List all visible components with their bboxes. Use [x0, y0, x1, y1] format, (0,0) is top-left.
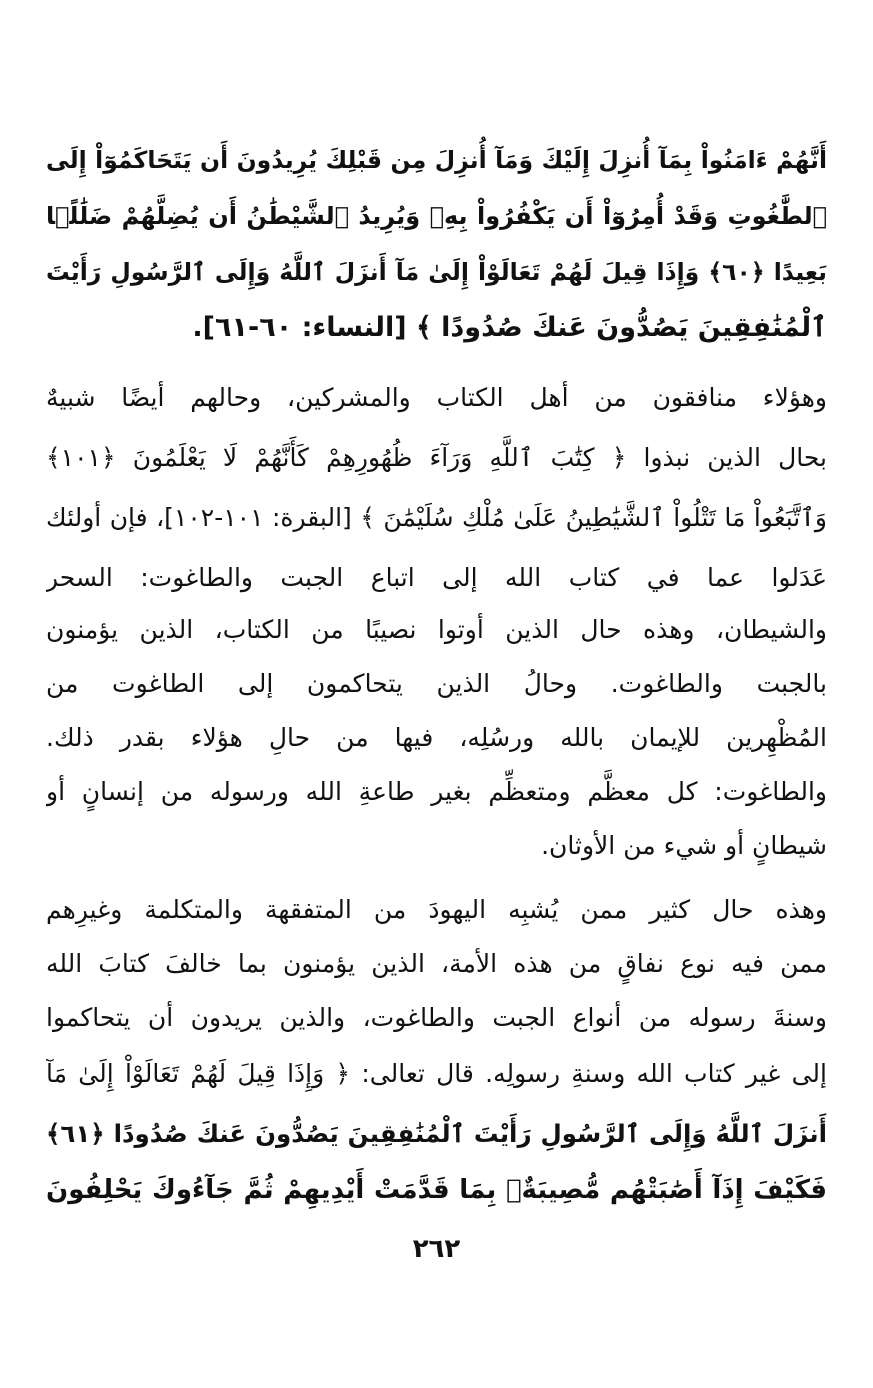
- quran-line: فَكَيْفَ إِذَآ أَصَٰبَتْهُم مُّصِيبَةٌۢ بِمَا قَدَّمَتْ أَيْدِيهِمْ ثُمَّ جَآءُوكَ يَحْلِفُونَ: [46, 1175, 827, 1205]
- quran-line: أَنَّهُمْ ءَامَنُواْ بِمَآ أُنزِلَ إِلَيْكَ وَمَآ أُنزِلَ مِن قَبْلِكَ يُرِيدُونَ أَن يَتَحَاكَمُوٓاْ إِلَى: [46, 146, 827, 174]
- quran-line: ٱلطَّٰغُوتِ وَقَدْ أُمِرُوٓاْ أَن يَكْفُرُواْ بِهِۦ وَيُرِيدُ ٱلشَّيْطَٰنُ أَن يُضِلَّهُمْ ضَلَٰلًۢا: [46, 202, 827, 230]
- paragraph-line: وَٱتَّبَعُواْ مَا تَتْلُواْ ٱلشَّيَٰطِينُ عَلَىٰ مُلْكِ سُلَيْمَٰنَ ﴾ [البقرة: ١٠١-١٠٢]، فإن أولئك: [46, 503, 827, 532]
- paragraph-line: والطاغوت: كل معظَّم ومتعظِّم بغير طاعةِ الله ورسوله من إنسانٍ أو: [46, 777, 827, 806]
- paragraph-line: شيطانٍ أو شيء من الأوثان.: [541, 831, 827, 860]
- paragraph-line: بحال الذين نبذوا ﴿ كِتَٰبَ ٱللَّهِ وَرَآءَ ظُهُورِهِمْ كَأَنَّهُمْ لَا يَعْلَمُونَ ﴿١٠١﴾: [46, 443, 827, 472]
- paragraph-line: عَدَلوا عما في كتاب الله إلى اتباع الجبت والطاغوت: السحر: [46, 563, 827, 592]
- paragraph-line: المُظْهِرين للإيمان بالله ورسُلِه، فيها من حالِ هؤلاء بقدر ذلك.: [46, 723, 827, 752]
- paragraph-line: والشيطان، وهذه حال الذين أوتوا نصيبًا من الكتاب، الذين يؤمنون: [46, 615, 827, 644]
- paragraph-line: وسنةَ رسوله من أنواع الجبت والطاغوت، والذين يريدون أن يتحاكموا: [46, 1003, 827, 1032]
- paragraph-line: إلى غير كتاب الله وسنةِ رسولِه. قال تعالى: ﴿ وَإِذَا قِيلَ لَهُمْ تَعَالَوْاْ إِلَىٰ مَآ: [46, 1059, 827, 1088]
- paragraph-line: وهذه حال كثير ممن يُشبِه اليهودَ من المتفقهة والمتكلمة وغيرِهم: [46, 895, 827, 924]
- page-number: ٢٦٢: [412, 1234, 461, 1264]
- quran-line: ٱلْمُنَٰفِقِينَ يَصُدُّونَ عَنكَ صُدُودًا ﴾ [النساء: ٦٠-٦١].: [192, 312, 827, 343]
- quran-line: أَنزَلَ ٱللَّهُ وَإِلَى ٱلرَّسُولِ رَأَيْتَ ٱلْمُنَٰفِقِينَ يَصُدُّونَ عَنكَ صُدُودًا ﴿٦١﴾: [46, 1119, 827, 1148]
- paragraph-line: بالجبت والطاغوت. وحالُ الذين يتحاكمون إلى الطاغوت من: [46, 669, 827, 698]
- paragraph-line: وهؤلاء منافقون من أهل الكتاب والمشركين، وحالهم أيضًا شبيهٌ: [46, 383, 827, 412]
- paragraph-line: ممن فيه نوع نفاقٍ من هذه الأمة، الذين يؤمنون بما خالفَ كتابَ الله: [46, 949, 827, 978]
- quran-line: بَعِيدًا ﴿٦٠﴾ وَإِذَا قِيلَ لَهُمْ تَعَالَوْاْ إِلَىٰ مَآ أَنزَلَ ٱللَّهُ وَإِلَى ٱلرَّسُولِ رَأَيْتَ: [46, 258, 827, 286]
